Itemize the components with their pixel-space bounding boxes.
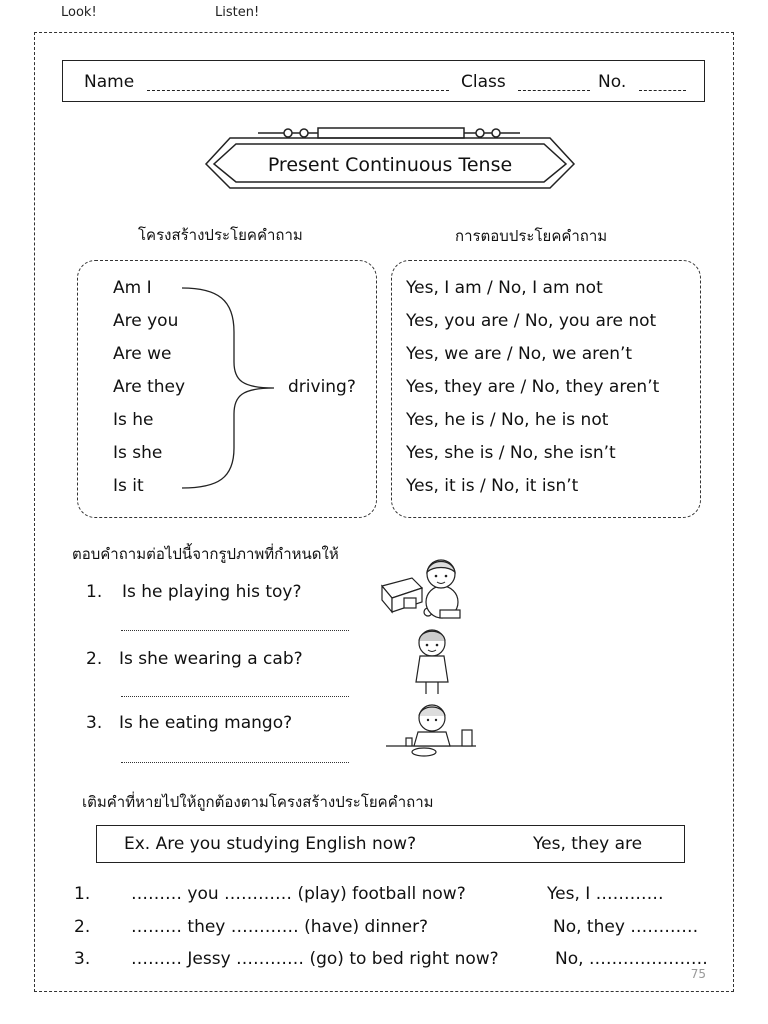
answer-they: Yes, they are / No, they aren’t — [406, 377, 660, 397]
subject-is-he: Is he — [113, 410, 154, 430]
page-title: Present Continuous Tense — [267, 154, 513, 176]
answer-line-2[interactable] — [121, 696, 349, 697]
fill-2-answer: No, they ………… — [553, 917, 699, 937]
section2-instruction: ตอบคำถามต่อไปนี้จากรูปภาพที่กำหนดให้ — [72, 545, 339, 563]
answer-structure-heading: การตอบประโยคคำถาม — [455, 227, 608, 245]
fill-1-number: 1. — [74, 884, 91, 904]
page-number: 75 — [690, 967, 706, 981]
answer-line-1[interactable] — [121, 630, 349, 631]
subject-is-she: Is she — [113, 443, 163, 463]
subject-am-i: Am I — [113, 278, 152, 298]
curly-brace — [178, 282, 288, 494]
example-answer: Yes, they are — [533, 834, 643, 854]
question-1-text: Is he playing his toy? — [122, 582, 302, 602]
fill-3-number: 3. — [74, 949, 91, 969]
subject-is-it: Is it — [113, 476, 144, 496]
question-3-number: 3. — [86, 713, 103, 733]
question-1-number: 1. — [86, 582, 103, 602]
girl-image — [410, 626, 454, 698]
fill-2-number: 2. — [74, 917, 91, 937]
question-structure-heading: โครงสร้างประโยคคำถาม — [138, 226, 303, 244]
boy-eating-image — [384, 700, 478, 766]
subject-are-you: Are you — [113, 311, 179, 331]
name-label: Name — [84, 72, 135, 92]
answer-line-3[interactable] — [121, 762, 349, 763]
fill-1-answer: Yes, I ………… — [547, 884, 664, 904]
answer-he: Yes, he is / No, he is not — [406, 410, 609, 430]
answer-we: Yes, we are / No, we aren’t — [406, 344, 633, 364]
boy-playing-toy-image — [378, 552, 478, 627]
answer-you: Yes, you are / No, you are not — [406, 311, 657, 331]
look-label: Look! — [61, 5, 97, 20]
listen-label: Listen! — [215, 5, 260, 20]
number-field[interactable] — [639, 90, 686, 91]
question-2-text: Is she wearing a cab? — [119, 649, 303, 669]
fill-3-question: ……… Jessy ………… (go) to bed right now? — [131, 949, 499, 969]
fill-2-question: ……… they ………… (have) dinner? — [131, 917, 429, 937]
subject-are-we: Are we — [113, 344, 172, 364]
fill-3-answer: No, ………………… — [555, 949, 708, 969]
answer-she: Yes, she is / No, she isn’t — [406, 443, 616, 463]
answer-it: Yes, it is / No, it isn’t — [406, 476, 579, 496]
answer-i: Yes, I am / No, I am not — [406, 278, 603, 298]
subject-are-they: Are they — [113, 377, 186, 397]
section3-instruction: เติมคำที่หายไปให้ถูกต้องตามโครงสร้างประโยคคำถาม — [82, 793, 434, 811]
name-class-box — [62, 60, 705, 102]
class-label: Class — [461, 72, 506, 92]
name-field[interactable] — [147, 90, 449, 91]
no-label: No. — [598, 72, 627, 92]
example-question: Ex. Are you studying English now? — [124, 834, 417, 854]
example-box — [96, 825, 685, 863]
question-3-text: Is he eating mango? — [119, 713, 293, 733]
class-field[interactable] — [518, 90, 590, 91]
verb-driving: driving? — [288, 377, 356, 397]
fill-1-question: ……… you ………… (play) football now? — [131, 884, 466, 904]
question-2-number: 2. — [86, 649, 103, 669]
